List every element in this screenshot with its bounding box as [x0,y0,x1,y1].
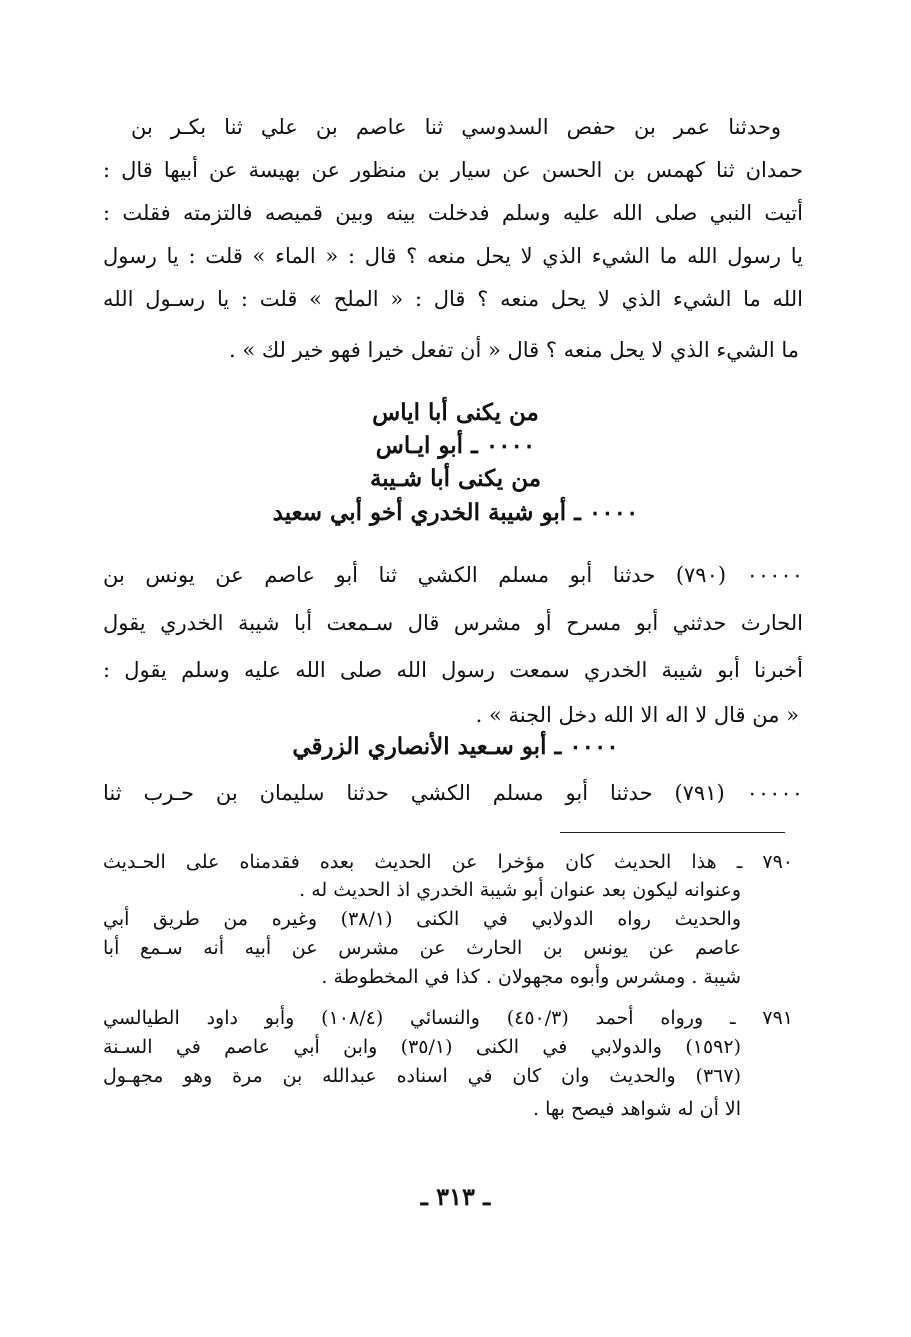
footnote-790-line-4: عاصم عن يونس بن الحارث عن مشرس عن أبيه أنه سـمع أبا [103,937,741,959]
body-line-5: الله ما الشيء الذي لا يحل منعه ؟ قال : « الملح » قلت : يا رسـول الله [103,287,803,311]
heading-abu-iyas-kunya: من يكنى أبا اياس [372,399,539,426]
footnote-separator [560,832,785,833]
footnote-791-line-1: ٧٩١ ـ ورواه أحمد (٤٥٠/٣) والنسائي (١٠٨/٤) وأبو داود الطيالسي [103,1007,793,1029]
footnote-790-line-2: وعنوانه ليكون بعد عنوان أبو شيبة الخدري اذ الحديث له . [299,879,741,901]
body-line-1: وحدثنا عمر بن حفص السدوسي ثنا عاصم بن علي ثنا بكـر بن [131,115,781,139]
heading-abu-shayba-khudri: ٠٠٠٠ ـ أبو شيبة الخدري أخو أبي سعيد [272,499,639,526]
footnote-791-line-4: الا أن له شواهد فيصح بها . [533,1098,741,1120]
hadith-790-line-2: الحارث حدثني أبو مسرح أو مشرس قال سـمعت أبا شيبة الخدري يقول [103,611,803,635]
heading-abu-iyas: ٠٠٠٠ ـ أبو ايـاس [375,432,536,459]
body-line-2: حمدان ثنا كهمس بن الحسن عن سيار بن منظور عن بهيسة عن أبيها قال : [103,158,803,182]
footnote-790-line-5: شيبة . ومشرس وأبوه مجهولان . كذا في المخطوطة . [321,966,741,988]
heading-abu-shayba-kunya: من يكنى أبا شـيبة [369,465,542,492]
hadith-790-line-3: أخبرنا أبو شيبة الخدري سمعت رسول الله صلى الله عليه وسلم يقول : [103,658,803,682]
body-line-4: يا رسول الله ما الشيء الذي لا يحل منعه ؟ قال : « الماء » قلت : يا رسول [103,244,803,268]
footnote-791-line-3: (٣٦٧) والحديث وان كان في اسناده عبدالله بن مرة وهو مجهـول [103,1065,741,1087]
body-line-6: ما الشيء الذي لا يحل منعه ؟ قال « أن تفعل خيرا فهو خير لك » . [228,338,799,362]
hadith-791-line: ٠٠٠٠٠ (٧٩١) حدثنا أبو مسلم الكشي حدثنا سليمان بن حـرب ثنا [103,781,803,805]
footnote-791-line-2: (١٥٩٢) والدولابي في الكنى (٣٥/١) وابن أبي عاصم في السـنة [103,1036,741,1058]
hadith-790-line-4: « من قال لا اله الا الله دخل الجنة » . [475,703,799,727]
hadith-790-line-1: ٠٠٠٠٠ (٧٩٠) حدثنا أبو مسلم الكشي ثنا أبو عاصم عن يونس بن [103,563,803,587]
page-number: ـ ٣١٣ ـ [420,1182,491,1211]
body-line-3: أتيت النبي صلى الله عليه وسلم فدخلت بينه وبين قميصه فالتزمته فقلت : [103,201,803,225]
heading-abu-said-zurqi: ٠٠٠٠ ـ أبو سـعيد الأنصاري الزرقي [292,733,619,760]
footnote-790-line-1: ٧٩٠ ـ هذا الحديث كان مؤخرا عن الحديث بعده فقدمناه على الحـديث [103,851,793,873]
footnote-790-line-3: والحديث رواه الدولابي في الكنى (٣٨/١) وغيره من طريق أبي [103,908,741,930]
